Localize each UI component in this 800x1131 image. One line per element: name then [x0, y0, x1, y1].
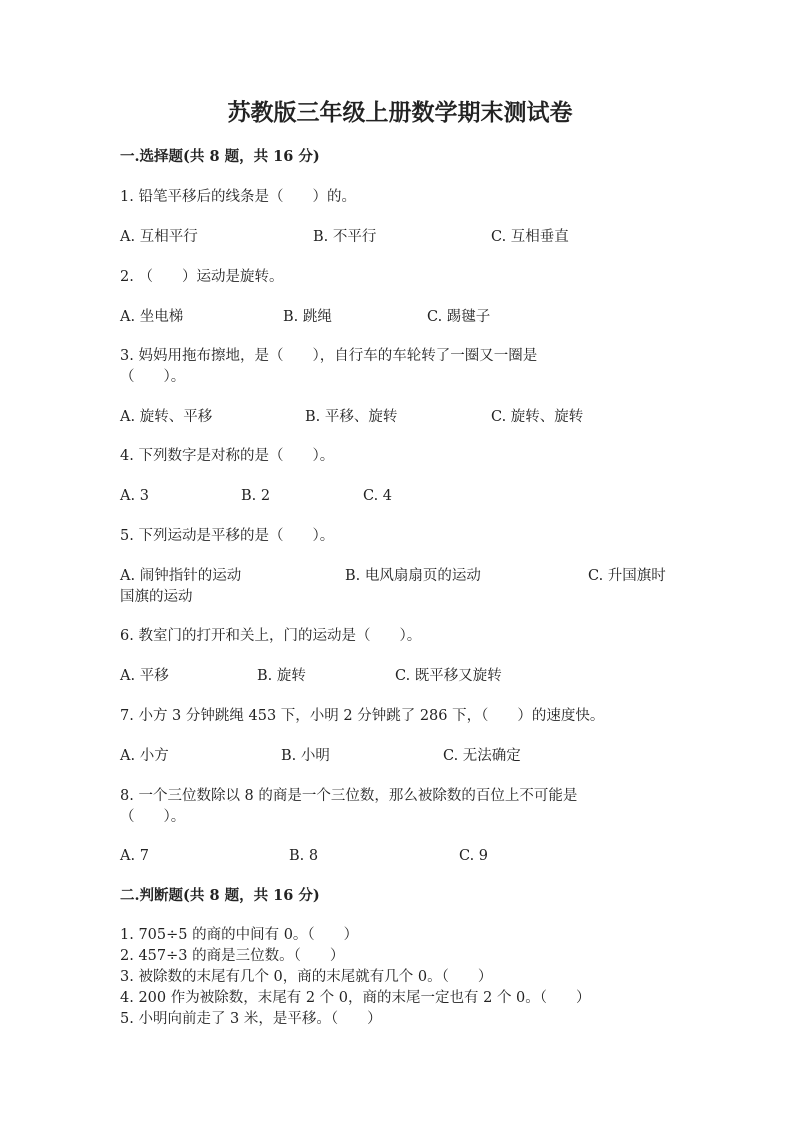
question-7-stem: 7. 小方 3 分钟跳绳 453 下，小明 2 分钟跳了 286 下，（ ）的速度快。: [120, 708, 605, 724]
question-4-option-c: C. 4: [363, 488, 393, 504]
judgement-item: 2. 457÷3 的商是三位数。（ ）: [120, 948, 345, 964]
question-1-option-c: C. 互相垂直: [491, 229, 569, 245]
question-2-stem: 2. （ ）运动是旋转。: [120, 269, 284, 285]
question-3-stem: 3. 妈妈用拖布擦地，是（ ），自行车的车轮转了一圈又一圈是: [120, 348, 538, 364]
question-3-stem-continued: （ ）。: [120, 369, 186, 385]
question-6-option-a: A. 平移: [120, 668, 169, 684]
question-2-option-a: A. 坐电梯: [120, 309, 184, 325]
judgement-item: 5. 小明向前走了 3 米，是平移。（ ）: [120, 1011, 382, 1027]
question-6-stem: 6. 教室门的打开和关上，门的运动是（ ）。: [120, 628, 422, 644]
exam-title: 苏教版三年级上册数学期末测试卷: [227, 99, 573, 126]
question-8-option-b: B. 8: [289, 848, 319, 864]
question-1-option-a: A. 互相平行: [120, 229, 198, 245]
question-6-option-b: B. 旋转: [257, 668, 306, 684]
judgement-item: 1. 705÷5 的商的中间有 0。（ ）: [120, 927, 359, 943]
question-7-option-c: C. 无法确定: [443, 748, 521, 764]
question-1-option-b: B. 不平行: [313, 229, 377, 245]
question-8-option-c: C. 9: [459, 848, 489, 864]
question-4-stem: 4. 下列数字是对称的是（ ）。: [120, 448, 335, 464]
judgement-item: 3. 被除数的末尾有几个 0，商的末尾就有几个 0。（ ）: [120, 969, 493, 985]
question-3-option-a: A. 旋转、平移: [120, 409, 213, 425]
question-2-option-c: C. 踢毽子: [427, 309, 491, 325]
question-5-option-a: A. 闹钟指针的运动: [120, 568, 242, 584]
question-3-option-c: C. 旋转、旋转: [491, 409, 584, 425]
question-5-stem: 5. 下列运动是平移的是（ ）。: [120, 528, 335, 544]
section-heading-choice: 一.选择题(共 8 题，共 16 分): [120, 148, 320, 165]
question-5-option-c-continued: 国旗的运动: [120, 589, 193, 605]
question-3-option-b: B. 平移、旋转: [305, 409, 398, 425]
question-8-stem: 8. 一个三位数除以 8 的商是一个三位数，那么被除数的百位上不可能是: [120, 788, 578, 804]
question-8-stem-continued: （ ）。: [120, 809, 186, 825]
question-6-option-c: C. 既平移又旋转: [395, 668, 502, 684]
question-7-option-b: B. 小明: [281, 748, 330, 764]
question-2-option-b: B. 跳绳: [283, 309, 332, 325]
question-5-option-b: B. 电风扇扇页的运动: [345, 568, 481, 584]
section-heading-judgement: 二.判断题(共 8 题，共 16 分): [120, 887, 320, 904]
judgement-item: 4. 200 作为被除数，末尾有 2 个 0，商的末尾一定也有 2 个 0。（ ）: [120, 990, 591, 1006]
question-5-option-c: C. 升国旗时: [588, 568, 666, 584]
question-1-stem: 1. 铅笔平移后的线条是（ ）的。: [120, 189, 356, 205]
question-8-option-a: A. 7: [120, 848, 149, 864]
question-4-option-a: A. 3: [120, 488, 149, 504]
question-7-option-a: A. 小方: [120, 748, 169, 764]
question-4-option-b: B. 2: [241, 488, 271, 504]
